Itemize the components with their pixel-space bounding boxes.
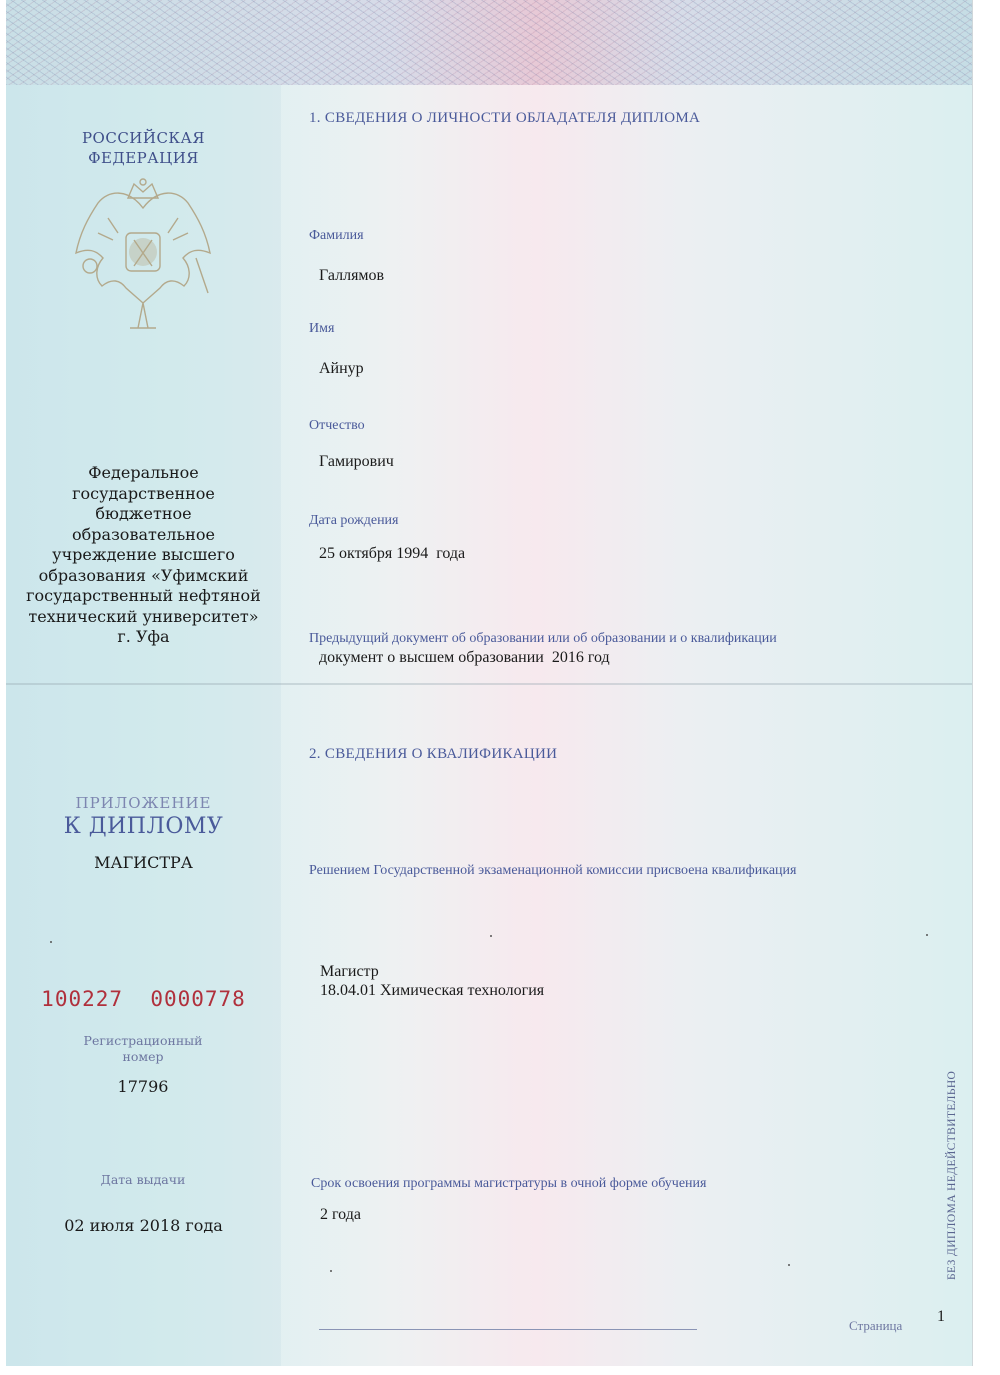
birth-date-label: Дата рождения [309,513,399,528]
page-label: Страница [849,1318,903,1333]
qualification-value: Магистр [320,963,379,980]
issue-date-label: Дата выдачи [100,1172,186,1187]
patronymic-label: Отчество [309,418,365,433]
appendix-title-line1: ПРИЛОЖЕНИЕ [75,794,212,812]
print-dot [926,934,928,936]
print-dot [330,1270,332,1272]
previous-document-value: документ о высшем образовании 2016 год [319,649,610,666]
issue-date: 02 июля 2018 года [64,1216,223,1235]
print-dot [50,941,52,943]
print-dot [788,1264,790,1266]
degree-level: МАГИСТРА [94,853,193,872]
institution-name: Федеральное государственное бюджетное образовательное учреждение высшего образования «Уфимский государственный нефтяной технический университет» г. Уфа [26,463,261,646]
registration-number: 17796 [117,1077,169,1096]
study-term-label: Срок освоения программы магистратуры в очной форме обучения [311,1176,707,1191]
registration-number-label: Регистрационный номер [83,1033,203,1064]
name-label: Имя [309,321,335,336]
previous-document-label: Предыдущий документ об образовании или об образовании и о квалификации [309,631,777,646]
birth-date-value: 25 октября 1994 года [319,545,466,562]
print-dot [490,935,492,937]
patronymic-value: Гамирович [319,453,394,470]
section2-title: 2. СВЕДЕНИЯ О КВАЛИФИКАЦИИ [309,746,558,762]
specialty-value: 18.04.01 Химическая технология [320,982,545,999]
name-value: Айнур [319,360,364,377]
diploma-appendix-page [6,0,973,1366]
security-pattern-band [6,0,972,85]
validity-note: БЕЗ ДИПЛОМА НЕДЕЙСТВИТЕЛЬНО [946,1070,958,1280]
surname-value: Галлямов [319,267,385,284]
page-number: 1 [937,1308,945,1325]
section1-title: 1. СВЕДЕНИЯ О ЛИЧНОСТИ ОБЛАДАТЕЛЯ ДИПЛОМА [309,110,701,126]
study-term-value: 2 года [320,1206,361,1223]
appendix-title-line2: К ДИПЛОМУ [63,814,224,839]
country-title: РОССИЙСКАЯ ФЕДЕРАЦИЯ [81,129,206,167]
qualification-label: Решением Государственной экзаменационной комиссии присвоена квалификация [309,863,797,878]
signature-line [319,1329,697,1330]
paper-fold-line [6,683,972,685]
surname-label: Фамилия [309,228,364,243]
russian-coat-of-arms-icon [68,178,218,333]
serial-number: 100227 0000778 [41,987,246,1011]
